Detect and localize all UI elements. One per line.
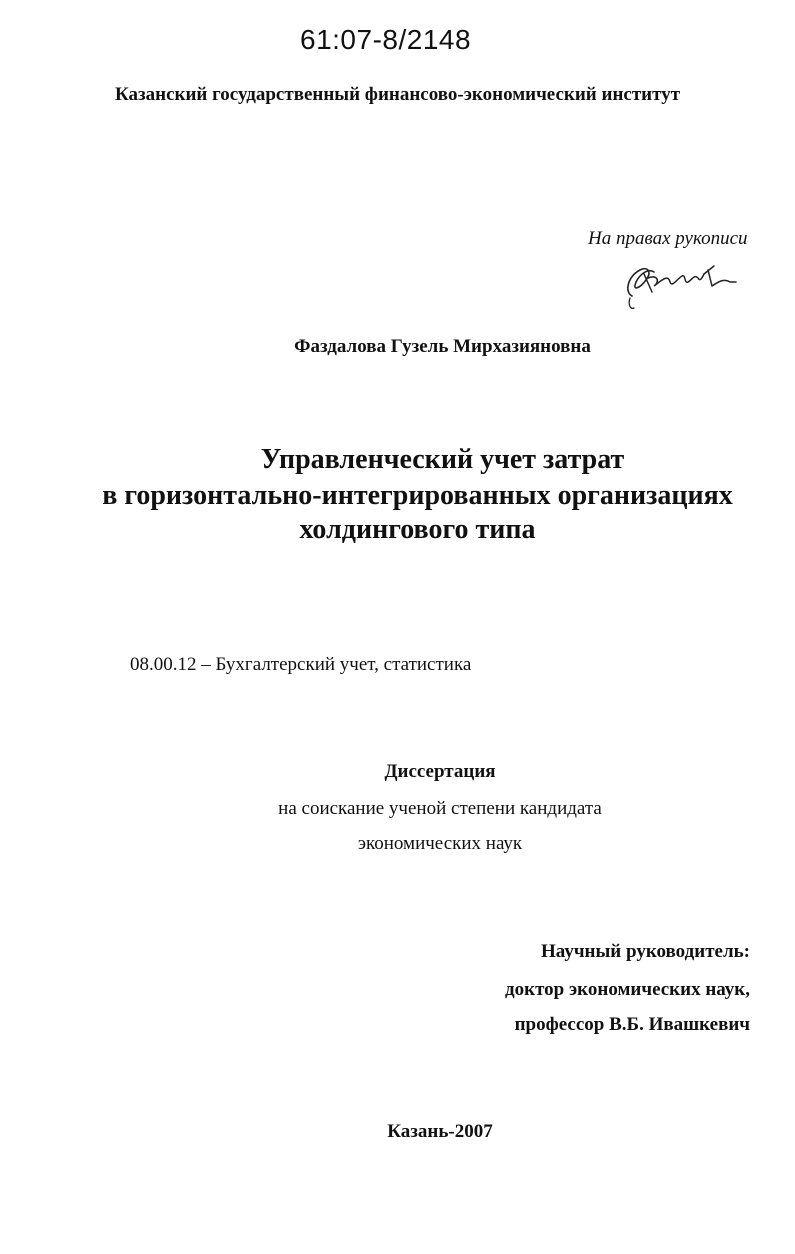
dissertation-sciences-line: экономических наук xyxy=(357,833,523,854)
supervisor-name: профессор В.Б. Ивашкевич xyxy=(514,1014,750,1035)
author-signature xyxy=(618,252,738,312)
manuscript-rights-note: На правах рукописи xyxy=(588,228,748,249)
dissertation-degree-line: на соискание ученой степени кандидата xyxy=(278,798,602,819)
author-name: Фаздалова Гузель Мирхазияновна xyxy=(294,336,591,357)
title-line-2: в горизонтально-интегрированных организациях xyxy=(102,480,733,511)
city-year: Казань-2007 xyxy=(387,1121,493,1142)
catalog-stamp: 61:07-8/2148 xyxy=(300,24,472,55)
dissertation-label: Диссертация xyxy=(384,761,496,782)
title-line-1: Управленческий учет затрат xyxy=(260,444,625,475)
title-line-3: холдингового типа xyxy=(299,514,536,545)
supervisor-heading: Научный руководитель: xyxy=(541,941,750,962)
specialty-code: 08.00.12 – Бухгалтерский учет, статистика xyxy=(130,654,472,675)
supervisor-degree: доктор экономических наук, xyxy=(505,979,750,1000)
institute-name: Казанский государственный финансово-экономический институт xyxy=(114,84,681,105)
